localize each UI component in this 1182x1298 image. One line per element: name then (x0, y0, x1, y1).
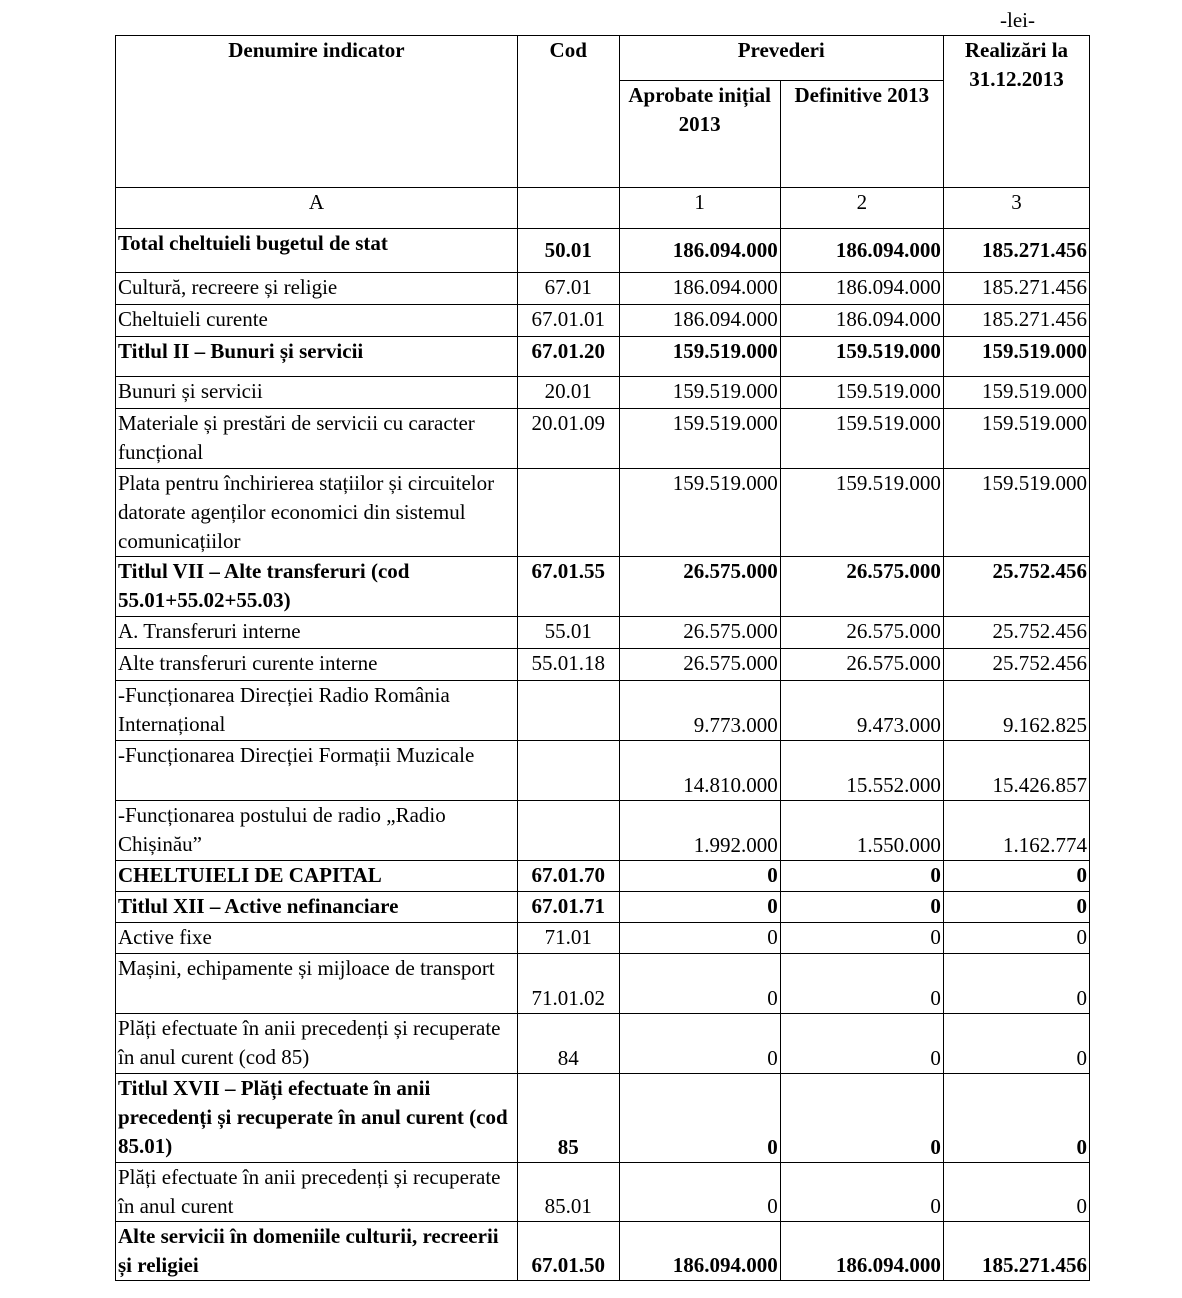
row-name-cell: A. Transferuri interne (116, 617, 518, 649)
header-prevederi: Prevederi (619, 36, 943, 81)
index-cell (517, 188, 619, 229)
row-realizari-cell: 0 (943, 861, 1089, 892)
row-cod-cell: 67.01.20 (517, 337, 619, 377)
row-realizari-cell: 185.271.456 (943, 273, 1089, 305)
row-aprobate-cell: 159.519.000 (619, 377, 780, 409)
row-cod-cell (517, 469, 619, 557)
row-definitive-cell: 186.094.000 (780, 229, 943, 273)
row-name-cell: Plăți efectuate în anii precedenți și recuperate în anul curent (116, 1163, 518, 1222)
row-realizari-cell: 185.271.456 (943, 229, 1089, 273)
row-definitive-cell: 159.519.000 (780, 377, 943, 409)
row-name-cell: Titlul XII – Active nefinanciare (116, 892, 518, 923)
row-name-cell: Titlul II – Bunuri și servicii (116, 337, 518, 377)
row-aprobate-cell: 14.810.000 (619, 741, 780, 801)
table-row (116, 861, 1090, 892)
row-cod-cell: 84 (517, 1014, 619, 1074)
row-name-cell: Titlul VII – Alte transferuri (cod 55.01+55.02+55.03) (116, 557, 518, 617)
row-aprobate-cell: 159.519.000 (619, 337, 780, 377)
row-cod-cell: 55.01.18 (517, 649, 619, 681)
row-name-cell: Alte servicii în domeniile culturii, recreerii și religiei (116, 1222, 518, 1281)
row-definitive-cell: 0 (780, 923, 943, 954)
row-definitive-cell: 0 (780, 1074, 943, 1163)
row-definitive-cell: 26.575.000 (780, 617, 943, 649)
row-realizari-cell: 159.519.000 (943, 409, 1089, 469)
row-aprobate-cell: 0 (619, 923, 780, 954)
row-definitive-cell: 159.519.000 (780, 337, 943, 377)
row-aprobate-cell: 186.094.000 (619, 273, 780, 305)
row-cod-cell: 20.01 (517, 377, 619, 409)
row-cod-cell: 85.01 (517, 1163, 619, 1222)
row-aprobate-cell: 0 (619, 892, 780, 923)
table-row (116, 1222, 1090, 1281)
row-definitive-cell: 26.575.000 (780, 649, 943, 681)
row-cod-cell: 20.01.09 (517, 409, 619, 469)
row-realizari-cell: 0 (943, 923, 1089, 954)
table-row (116, 892, 1090, 923)
row-aprobate-cell: 26.575.000 (619, 617, 780, 649)
row-cod-cell: 67.01.70 (517, 861, 619, 892)
row-name-cell: Plata pentru închirierea stațiilor și circuitelor datorate agenților economici din sistemul comunicațiilor (116, 469, 518, 557)
row-cod-cell: 50.01 (517, 229, 619, 273)
row-aprobate-cell: 186.094.000 (619, 1222, 780, 1281)
table-row (116, 273, 1090, 305)
row-cod-cell (517, 741, 619, 801)
row-cod-cell (517, 801, 619, 861)
table-row (116, 741, 1090, 801)
unit-label: -lei- (1000, 8, 1035, 32)
row-cod-cell: 85 (517, 1074, 619, 1163)
row-definitive-cell: 0 (780, 892, 943, 923)
row-name-cell: Titlul XVII – Plăți efectuate în anii precedenți și recuperate în anul curent (cod 85.01) (116, 1074, 518, 1163)
table-row (116, 1163, 1090, 1222)
row-aprobate-cell: 0 (619, 1074, 780, 1163)
row-definitive-cell: 0 (780, 861, 943, 892)
row-cod-cell: 67.01.01 (517, 305, 619, 337)
row-aprobate-cell: 1.992.000 (619, 801, 780, 861)
row-cod-cell: 67.01 (517, 273, 619, 305)
table-row (116, 305, 1090, 337)
row-aprobate-cell: 0 (619, 1014, 780, 1074)
row-cod-cell: 55.01 (517, 617, 619, 649)
row-realizari-cell: 185.271.456 (943, 305, 1089, 337)
table-row (116, 557, 1090, 617)
index-cell: 1 (619, 188, 780, 229)
row-name-cell: -Funcționarea postului de radio „Radio Chișinău” (116, 801, 518, 861)
row-realizari-cell: 159.519.000 (943, 337, 1089, 377)
row-name-cell: Materiale și prestări de servicii cu caracter funcțional (116, 409, 518, 469)
header-realizari: Realizări la 31.12.2013 (943, 36, 1089, 188)
table-row (116, 617, 1090, 649)
row-aprobate-cell: 9.773.000 (619, 681, 780, 741)
table-row (116, 1074, 1090, 1163)
row-definitive-cell: 159.519.000 (780, 409, 943, 469)
index-cell: 2 (780, 188, 943, 229)
row-definitive-cell: 0 (780, 954, 943, 1014)
row-cod-cell: 67.01.50 (517, 1222, 619, 1281)
table-row (116, 337, 1090, 377)
row-aprobate-cell: 26.575.000 (619, 649, 780, 681)
table-row (116, 1014, 1090, 1074)
row-name-cell: Total cheltuieli bugetul de stat (116, 229, 518, 273)
row-realizari-cell: 159.519.000 (943, 469, 1089, 557)
row-realizari-cell: 25.752.456 (943, 617, 1089, 649)
row-aprobate-cell: 159.519.000 (619, 469, 780, 557)
row-definitive-cell: 159.519.000 (780, 469, 943, 557)
row-realizari-cell: 25.752.456 (943, 557, 1089, 617)
row-name-cell: Bunuri și servicii (116, 377, 518, 409)
header-denumire: Denumire indicator (116, 36, 518, 188)
row-realizari-cell: 0 (943, 1074, 1089, 1163)
header-cod: Cod (517, 36, 619, 188)
row-aprobate-cell: 26.575.000 (619, 557, 780, 617)
row-name-cell: -Funcționarea Direcției Radio România Internațional (116, 681, 518, 741)
row-aprobate-cell: 0 (619, 861, 780, 892)
row-realizari-cell: 15.426.857 (943, 741, 1089, 801)
row-realizari-cell: 0 (943, 1014, 1089, 1074)
budget-table (115, 35, 1090, 1281)
header-aprobate: Aprobate inițial 2013 (619, 81, 780, 188)
row-definitive-cell: 0 (780, 1163, 943, 1222)
row-name-cell: Cultură, recreere și religie (116, 273, 518, 305)
row-definitive-cell: 186.094.000 (780, 273, 943, 305)
index-cell: 3 (943, 188, 1089, 229)
row-name-cell: CHELTUIELI DE CAPITAL (116, 861, 518, 892)
index-row (116, 188, 1090, 229)
table-row (116, 954, 1090, 1014)
row-definitive-cell: 9.473.000 (780, 681, 943, 741)
table-row (116, 229, 1090, 273)
table-row (116, 409, 1090, 469)
index-cell: A (116, 188, 518, 229)
row-realizari-cell: 0 (943, 1163, 1089, 1222)
row-definitive-cell: 186.094.000 (780, 1222, 943, 1281)
row-aprobate-cell: 186.094.000 (619, 229, 780, 273)
row-realizari-cell: 0 (943, 954, 1089, 1014)
row-cod-cell: 67.01.55 (517, 557, 619, 617)
row-realizari-cell: 1.162.774 (943, 801, 1089, 861)
row-cod-cell (517, 681, 619, 741)
row-definitive-cell: 26.575.000 (780, 557, 943, 617)
row-name-cell: Plăți efectuate în anii precedenți și recuperate în anul curent (cod 85) (116, 1014, 518, 1074)
table-row (116, 801, 1090, 861)
row-aprobate-cell: 0 (619, 954, 780, 1014)
row-aprobate-cell: 0 (619, 1163, 780, 1222)
row-cod-cell: 71.01.02 (517, 954, 619, 1014)
row-definitive-cell: 0 (780, 1014, 943, 1074)
row-name-cell: Mașini, echipamente și mijloace de transport (116, 954, 518, 1014)
row-realizari-cell: 0 (943, 892, 1089, 923)
row-aprobate-cell: 159.519.000 (619, 409, 780, 469)
table-row (116, 377, 1090, 409)
row-name-cell: Alte transferuri curente interne (116, 649, 518, 681)
row-name-cell: -Funcționarea Direcției Formații Muzicale (116, 741, 518, 801)
row-aprobate-cell: 186.094.000 (619, 305, 780, 337)
row-cod-cell: 71.01 (517, 923, 619, 954)
row-name-cell: Active fixe (116, 923, 518, 954)
row-name-cell: Cheltuieli curente (116, 305, 518, 337)
row-realizari-cell: 185.271.456 (943, 1222, 1089, 1281)
header-definitive: Definitive 2013 (780, 81, 943, 188)
row-definitive-cell: 186.094.000 (780, 305, 943, 337)
row-definitive-cell: 1.550.000 (780, 801, 943, 861)
table-row (116, 649, 1090, 681)
row-realizari-cell: 9.162.825 (943, 681, 1089, 741)
row-realizari-cell: 25.752.456 (943, 649, 1089, 681)
row-definitive-cell: 15.552.000 (780, 741, 943, 801)
table-row (116, 923, 1090, 954)
table-row (116, 681, 1090, 741)
row-cod-cell: 67.01.71 (517, 892, 619, 923)
table-row (116, 469, 1090, 557)
row-realizari-cell: 159.519.000 (943, 377, 1089, 409)
